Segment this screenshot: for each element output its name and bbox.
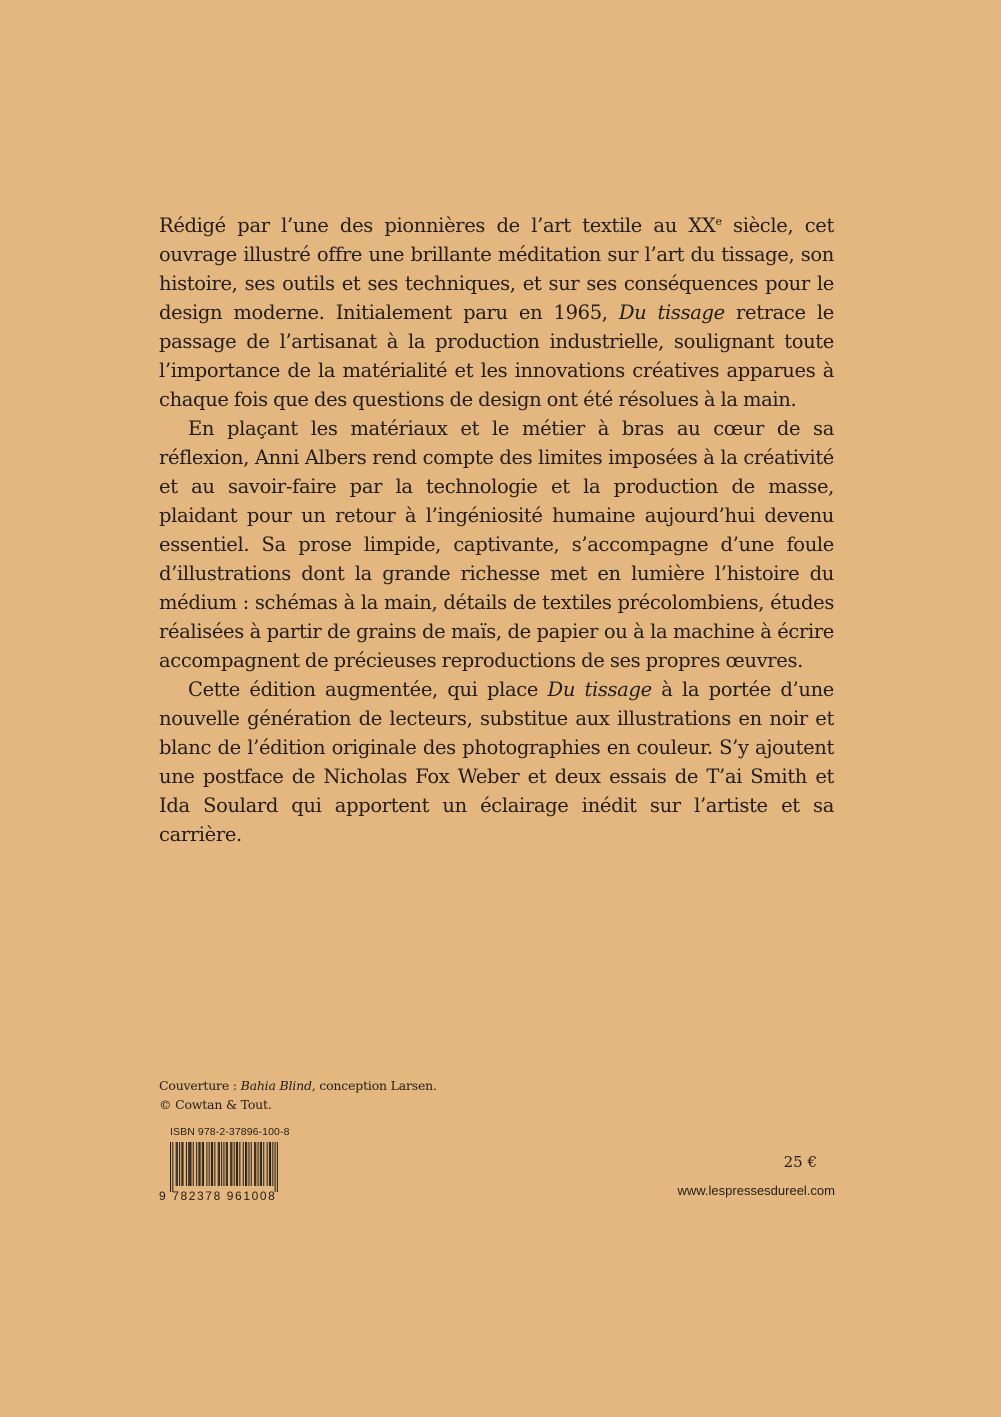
credit-label: Couverture : [159,1078,241,1093]
barcode-bar [275,1142,276,1192]
barcode-bar [221,1142,222,1186]
blurb-paragraph-3 [159,675,834,849]
blurb-text: siècle, cet ouvrage illustré offre une brillante méditation sur l’art du tissage, son histoire, ses outils et ses techniques, et sur ses conséquences pour le design moderne. Initialement paru en 1965, [159,214,834,324]
blurb-text: retrace le passage de l’artisanat à la production industrielle, soulignant toute l’importance de la matérialité et les innovations créatives apparues à chaque fois que des questions de design ont été résolues à la main. [159,301,834,411]
century-superscript: e [715,215,722,228]
price: 25 € [783,1153,817,1171]
barcode-bar [261,1142,262,1186]
barcode-bar [218,1142,219,1186]
barcode-bar [234,1142,235,1186]
barcode-bar [254,1142,255,1186]
isbn-label: ISBN 978-2-37896-100-8 [170,1126,290,1138]
barcode-bar [177,1142,178,1186]
barcode-bar [251,1142,252,1186]
barcode-bar [179,1142,180,1186]
barcode-bar [246,1142,247,1186]
barcode-bar [227,1142,228,1186]
barcode-bar [176,1142,177,1186]
barcode-bar [236,1142,237,1186]
barcode-digits: 9 782378 961008 [159,1189,277,1203]
barcode-bar [272,1142,273,1186]
barcode-bar [186,1142,187,1186]
barcode-bar [258,1142,259,1186]
barcode-bar [231,1142,232,1186]
barcode-bar [277,1142,278,1192]
credit-designer: , conception Larsen. [311,1078,437,1093]
barcode-bar [188,1142,189,1186]
barcode-bar [269,1142,270,1186]
back-cover-blurb [159,211,834,849]
blurb-text: à la portée d’une nouvelle génération de lecteurs, substitue aux illustrations en noir et blanc de l’édition originale des photographies en couleur. S’y ajoutent une postface de Nicholas Fox Weber et deux essais de T’ai Smith et Ida Soulard qui apportent un éclairage inédit sur l’artiste et sa carrière. [159,678,834,846]
barcode-bar [202,1142,203,1186]
barcode-bar [255,1142,256,1186]
barcode-bar [206,1142,207,1186]
barcode-bar [245,1142,246,1186]
barcode-bar [183,1142,184,1186]
barcode-bar [230,1142,231,1186]
barcode-bar [214,1142,215,1186]
barcode-bar [189,1142,190,1186]
barcode-bar [267,1142,268,1186]
barcode-bar [226,1142,227,1186]
blurb-text: Cette édition augmentée, qui place [188,678,548,701]
barcode-bar [211,1142,212,1186]
barcode-bar [223,1142,224,1186]
cover-credit-line [159,1076,437,1095]
barcode-bar [239,1142,240,1186]
publisher-website: www.lespressesdureel.com [677,1183,835,1198]
isbn-barcode [170,1142,278,1192]
barcode-bar [196,1142,197,1186]
barcode-bar [263,1142,264,1186]
blurb-paragraph-2: En plaçant les matériaux et le métier à bras au cœur de sa réflexion, Anni Albers rend compte des limites imposées à la créativité et au savoir-faire par la technologie et la production de masse, plaidant pour un retour à l’ingéniosité humaine aujourd’hui devenu essentiel. Sa prose limpide, captivante, s’accompagne d’une foule d’illustrations dont la grande richesse met en lumière l’histoire du médium : schémas à la main, détails de textiles précolombiens, études réalisées à partir de grains de maïs, de papier ou à la machine à écrire accompagnent de précieuses reproductions de ses propres œuvres. [159,417,834,672]
barcode-bar [190,1142,191,1186]
barcode-bar [248,1142,249,1186]
barcode-bar [270,1142,271,1186]
barcode-bar [243,1142,244,1186]
credit-work-title: Bahia Blind [240,1078,312,1093]
barcode-bar [237,1142,238,1186]
cover-credits [159,1076,437,1114]
barcode-bar [172,1142,173,1192]
barcode-bar [200,1142,201,1186]
barcode-bar [209,1142,210,1186]
blurb-paragraph-1 [159,211,834,414]
blurb-text: Rédigé par l’une des pionnières de l’art textile au XX [159,214,716,237]
barcode-bar [193,1142,194,1186]
barcode-bar [181,1142,182,1186]
barcode-bar [203,1142,204,1186]
copyright-line: © Cowtan & Tout. [159,1097,272,1112]
barcode-bar [212,1142,213,1186]
barcode-bar [260,1142,261,1186]
barcode-bar [170,1142,171,1192]
barcode-bar [198,1142,199,1186]
book-title: Du tissage [547,678,652,701]
book-title: Du tissage [618,301,725,324]
barcode-bar [219,1142,220,1186]
